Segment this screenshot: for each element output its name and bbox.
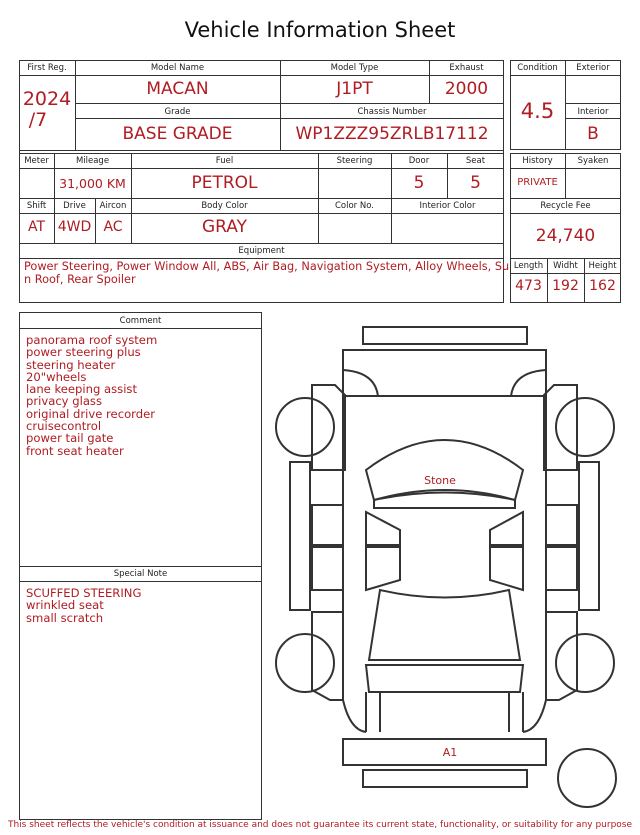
special-note-label: Special Note (113, 569, 168, 579)
rear-bumper-bottom (363, 770, 527, 787)
spare-wheel (558, 749, 616, 807)
list-item: power steering plus (26, 345, 141, 360)
condition-value: 4.5 (520, 99, 555, 123)
model-type-label: Model Type (330, 63, 379, 73)
rear-lower (366, 692, 523, 732)
mileage-label: Mileage (75, 156, 110, 166)
right-front-window (490, 512, 523, 545)
model-type-value: J1PT (336, 79, 373, 99)
right-front-fender (544, 385, 577, 470)
list-item: original drive recorder (26, 406, 155, 421)
left-rear-fender (312, 612, 343, 700)
body-color-value: GRAY (202, 217, 247, 237)
rear-bumper-damage-mark: A1 (442, 746, 458, 759)
windshield (366, 440, 523, 500)
interior-color-label: Interior Color (419, 201, 476, 211)
list-item: small scratch (26, 610, 104, 625)
drive-value: 4WD (57, 219, 92, 235)
interior-label: Interior (577, 107, 609, 117)
list-item: cruisecontrol (26, 419, 102, 434)
shift-value: AT (27, 219, 46, 235)
list-item: power tail gate (26, 431, 114, 446)
exhaust-label: Exhaust (449, 63, 484, 73)
exhaust-value: 2000 (444, 79, 489, 99)
length-value: 473 (515, 278, 542, 294)
history-label: History (522, 156, 553, 166)
length-label: Length (513, 261, 544, 271)
first-reg-year: 2024 (22, 88, 72, 110)
right-front-door (546, 505, 577, 545)
fuel-label: Fuel (215, 156, 234, 166)
recycle-fee-label: Recycle Fee (540, 201, 591, 211)
door-label: Door (408, 156, 430, 166)
rear-window (369, 590, 520, 660)
list-item: lane keeping assist (26, 382, 138, 397)
left-rear-door (312, 547, 343, 590)
right-rear-wheel (556, 634, 614, 692)
right-rear-door (546, 547, 577, 590)
door-value: 5 (413, 173, 425, 193)
tailgate (366, 665, 523, 692)
sheet-title: Vehicle Information Sheet (184, 18, 456, 42)
disclaimer-text: This sheet reflects the vehicle's condition at issuance and does not guarantee its current state, functionality, or suitability for any purpose (7, 820, 633, 830)
steering-label: Steering (336, 156, 373, 166)
history-value: PRIVATE (517, 177, 558, 188)
left-front-wheel (276, 398, 334, 456)
grade-value: BASE GRADE (122, 124, 233, 144)
model-name-value: MACAN (146, 79, 209, 99)
equipment-line-2: n Roof, Rear Spoiler (24, 272, 136, 286)
recycle-fee-value: 24,740 (535, 226, 596, 246)
model-name-label: Model Name (150, 63, 205, 73)
seat-label: Seat (465, 156, 486, 166)
drive-label: Drive (63, 201, 86, 211)
left-front-door (312, 505, 343, 545)
condition-label: Condition (517, 63, 558, 73)
left-side-panel (290, 462, 310, 610)
car-body-outline (343, 396, 546, 660)
equipment-line-1: Power Steering, Power Window All, ABS, Air Bag, Navigation System, Alloy Wheels, Su (24, 260, 510, 273)
list-item: panorama roof system (26, 333, 158, 347)
left-front-window (366, 512, 400, 545)
list-item: 20"wheels (26, 369, 87, 384)
exterior-label: Exterior (576, 63, 610, 73)
left-rear-window (366, 547, 400, 590)
chassis-number-value: WP1ZZZ95ZRLB17112 (295, 124, 489, 144)
comment-label: Comment (119, 316, 162, 326)
equipment-label: Equipment (238, 246, 285, 256)
left-front-fender (312, 385, 345, 470)
height-label: Height (588, 261, 617, 271)
aircon-label: Aircon (99, 201, 127, 211)
list-item: steering heater (26, 357, 116, 372)
list-item: privacy glass (26, 394, 102, 409)
fuel-value: PETROL (191, 173, 258, 193)
front-bumper-top (363, 327, 527, 344)
first-reg-label: First Reg. (27, 63, 67, 73)
grade-label: Grade (164, 107, 191, 117)
left-rear-wheel (276, 634, 334, 692)
list-item: SCUFFED STEERING (26, 586, 142, 600)
meter-label: Meter (24, 156, 49, 166)
right-front-wheel (556, 398, 614, 456)
interior-value: B (587, 124, 599, 144)
roof-damage-mark: Stone (424, 474, 456, 487)
seat-value: 5 (470, 173, 481, 193)
hood-top (343, 350, 546, 396)
width-label: Widht (553, 261, 578, 271)
mileage-value: 31,000 KM (59, 176, 126, 191)
chassis-number-label: Chassis Number (357, 107, 427, 117)
first-reg-month: /7 (28, 109, 48, 131)
list-item: wrinkled seat (26, 598, 104, 613)
rear-corners (343, 700, 546, 732)
hood-top-bulges (343, 370, 546, 396)
body-color-label: Body Color (201, 201, 248, 211)
aircon-value: AC (103, 219, 123, 235)
list-item: front seat heater (26, 443, 124, 458)
right-side-panel (579, 462, 599, 610)
shift-label: Shift (26, 201, 47, 211)
right-rear-window (490, 547, 523, 590)
width-value: 192 (552, 278, 579, 294)
height-value: 162 (589, 278, 616, 294)
right-rear-fender (546, 612, 577, 700)
syaken-label: Syaken (577, 156, 609, 166)
color-no-label: Color No. (334, 201, 374, 211)
